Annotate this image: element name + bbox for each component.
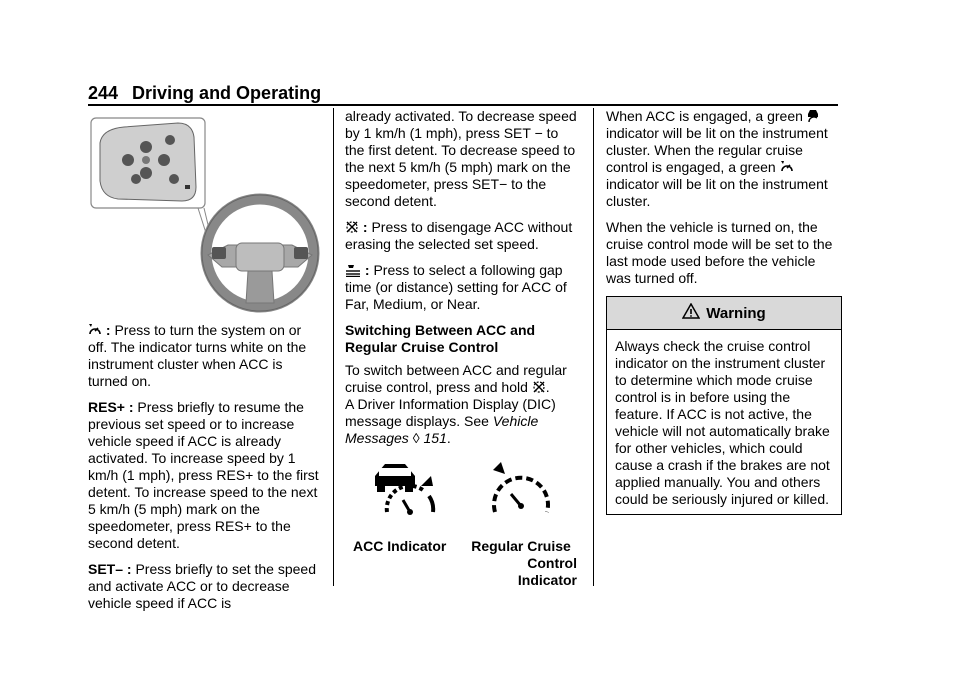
vehicle-messages-link[interactable]: Vehicle Messages bbox=[345, 413, 539, 446]
set-label: SET– : bbox=[88, 561, 132, 577]
column-2 bbox=[345, 108, 581, 456]
acc-indicator-icon bbox=[807, 109, 819, 123]
steering-wheel-illustration bbox=[88, 115, 328, 315]
column-divider-1 bbox=[333, 108, 334, 586]
page-ref-arrow-icon: ◊ bbox=[412, 430, 420, 446]
warning-header bbox=[607, 297, 841, 330]
cruise-on-off-icon bbox=[88, 323, 102, 337]
column-1 bbox=[88, 322, 324, 621]
engaged-text-b: indicator will be lit on the instrument cluster. When the regular cruise control is engaged, a green bbox=[606, 125, 828, 175]
set-continued: already activated. To decrease speed by 1 km/h (1 mph), press SET − to the first detent. To decrease speed to the next 5 km/h (5 mph) mark on the speedometer, press SET− to the second detent. bbox=[345, 108, 577, 209]
dic-end: . bbox=[446, 430, 451, 446]
regular-cruise-indicator-icon bbox=[493, 462, 548, 512]
engaged-paragraph bbox=[606, 108, 842, 210]
engaged-text-a: When ACC is engaged, a green bbox=[606, 108, 803, 124]
set-paragraph bbox=[88, 561, 324, 612]
following-gap-icon bbox=[345, 263, 361, 277]
res-text: Press briefly to resume the previous set speed or to increase vehicle speed if ACC is already activated. To increase speed by 1 km/h (1 mph), press RES+ to the first detent. To increase speed to the next 5 km/h (5 mph) mark on the speedometer, press RES+ to the second detent. bbox=[88, 399, 319, 551]
regular-caption-line-1: Regular Cruise bbox=[471, 538, 571, 554]
cancel-text: Press to disengage ACC without erasing the selected set speed. bbox=[345, 219, 573, 252]
gap-label: : bbox=[364, 262, 370, 278]
header-rule bbox=[88, 104, 838, 106]
cancel-label: : bbox=[362, 219, 368, 235]
on-off-paragraph bbox=[88, 322, 324, 390]
cancel-icon bbox=[345, 220, 359, 234]
steering-wheel-figure bbox=[88, 115, 328, 315]
engaged-text-c: indicator will be lit on the instrument cluster. bbox=[606, 176, 828, 209]
switch-text: To switch between ACC and regular cruise control, press and hold bbox=[345, 362, 567, 395]
page-number: 244 bbox=[88, 83, 119, 103]
dic-page-ref[interactable]: 151 bbox=[423, 430, 447, 446]
switch-paragraph bbox=[345, 362, 581, 396]
warning-text: Always check the cruise control indicator on the instrument cluster to determine which mode cruise control is in before using the feature. If ACC is not active, the vehicle will not automatically brake for other vehicles, which could cause a crash if the brakes are not applied manually. You and others could be seriously injured or killed. bbox=[615, 338, 830, 507]
warning-triangle-icon bbox=[682, 303, 700, 323]
column-3 bbox=[606, 108, 842, 515]
page-header bbox=[88, 83, 321, 104]
section-title: Driving and Operating bbox=[132, 83, 322, 103]
cruise-on-off-icon bbox=[780, 160, 794, 174]
regular-caption-line-2: Control Indicator bbox=[517, 555, 577, 588]
on-off-text: Press to turn the system on or off. The indicator turns white on the instrument cluster when ACC is turned on. bbox=[88, 322, 307, 389]
acc-indicator-caption: ACC Indicator bbox=[353, 538, 447, 554]
indicator-figure bbox=[345, 460, 585, 588]
res-paragraph bbox=[88, 399, 324, 552]
column-divider-2 bbox=[593, 108, 594, 586]
cancel-icon bbox=[532, 380, 546, 394]
res-label: RES+ : bbox=[88, 399, 134, 415]
switch-heading: Switching Between ACC and Regular Cruise Control bbox=[345, 322, 536, 355]
acc-indicator-icon bbox=[375, 464, 433, 515]
mode-paragraph: When the vehicle is turned on, the cruise control mode will be set to the last mode used before the vehicle was turned off. bbox=[606, 219, 833, 286]
warning-body bbox=[607, 330, 841, 514]
cancel-paragraph bbox=[345, 219, 581, 253]
gap-paragraph bbox=[345, 262, 581, 313]
on-off-label: : bbox=[105, 322, 111, 338]
gap-text: Press to select a following gap time (or distance) setting for ACC of Far, Medium, or Near. bbox=[345, 262, 567, 312]
dic-paragraph bbox=[345, 396, 581, 447]
regular-cruise-caption bbox=[465, 538, 577, 589]
indicator-illustrations bbox=[345, 460, 585, 540]
warning-box bbox=[606, 296, 842, 515]
dic-text: A Driver Information Display (DIC) message displays. See bbox=[345, 396, 556, 429]
set-text: Press briefly to set the speed and activate ACC or to decrease vehicle speed if ACC is bbox=[88, 561, 317, 611]
switch-end: . bbox=[545, 379, 550, 395]
warning-title: Warning bbox=[706, 304, 766, 322]
